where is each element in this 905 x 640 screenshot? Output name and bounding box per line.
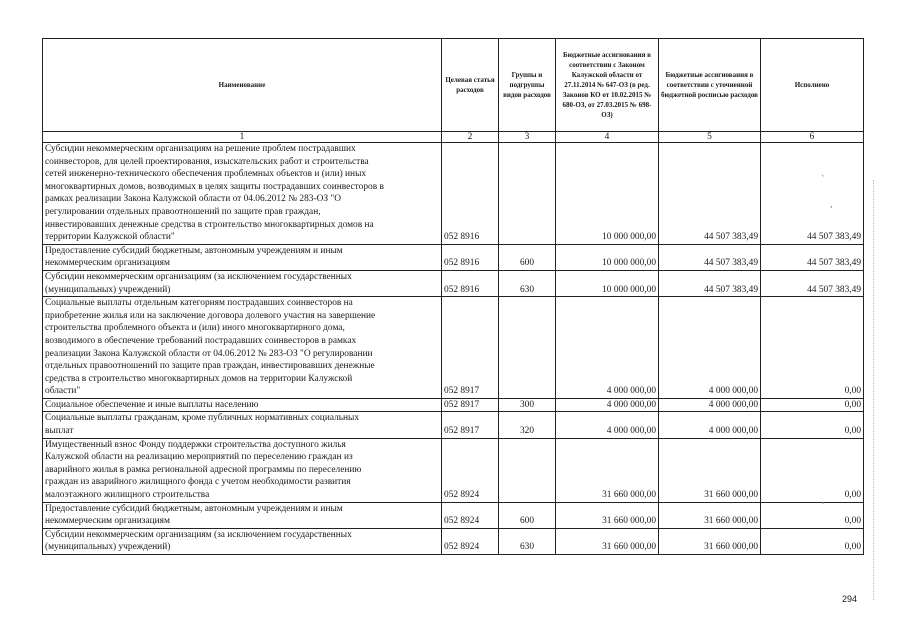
- row-name-line: некоммерческим организациям: [45, 258, 170, 269]
- row-expense-group: 600: [499, 244, 556, 270]
- row-name-line: граждан из аварийного жилищного фонда с учетом необходимости развития: [45, 477, 351, 488]
- row-expense-group: [499, 143, 556, 245]
- row-approved-amount: 31 660 000,00: [556, 502, 659, 528]
- row-approved-amount: 31 660 000,00: [556, 528, 659, 554]
- row-name-line: приобретение жилья или на заключение договора долевого участия на завершение: [45, 310, 376, 321]
- row-target-code: 052 8917: [442, 398, 499, 412]
- row-executed-amount: 0,00: [761, 528, 864, 554]
- row-name: [43, 270, 442, 296]
- column-number: 2: [442, 132, 499, 143]
- row-refined-amount: 31 660 000,00: [659, 438, 761, 502]
- row-name-line: строительства проблемного объекта и (или) иного многоквартирного дома,: [45, 323, 345, 334]
- row-name-line: Субсидии некоммерческим организациям на решение проблем пострадавших: [45, 144, 356, 154]
- row-refined-amount: 4 000 000,00: [659, 412, 761, 438]
- row-expense-group: 300: [499, 398, 556, 412]
- row-name-line: некоммерческим организациям: [45, 516, 170, 527]
- row-name: [43, 528, 442, 554]
- row-name-line: инвестировавших денежные средства в строительство многоквартирных домов на: [45, 219, 374, 230]
- table-row: [43, 528, 864, 554]
- column-number: 5: [659, 132, 761, 143]
- header-expense-groups: Группы и подгруппы видов расходов: [499, 39, 556, 132]
- header-refined-budget: Бюджетные ассигнования в соответствии с уточненной бюджетной росписью расходов: [659, 39, 761, 132]
- row-refined-amount: 4 000 000,00: [659, 398, 761, 412]
- scan-speck: ,: [822, 496, 825, 506]
- row-name-line: реализации Закона Калужской области от 04.06.2012 № 283-ОЗ "О регулировании: [45, 348, 373, 359]
- column-number-row: [43, 132, 864, 143]
- row-name-line: области": [45, 386, 81, 397]
- table-body: [43, 39, 864, 555]
- row-expense-group: 630: [499, 528, 556, 554]
- row-approved-amount: 4 000 000,00: [556, 412, 659, 438]
- row-name: [43, 244, 442, 270]
- scan-speck: ,: [830, 200, 833, 210]
- row-executed-amount: 44 507 383,49: [761, 244, 864, 270]
- row-refined-amount: 31 660 000,00: [659, 528, 761, 554]
- row-name-line: (муниципальных) учреждений): [45, 542, 171, 553]
- row-target-code: 052 8916: [442, 244, 499, 270]
- row-refined-amount: 44 507 383,49: [659, 143, 761, 245]
- row-approved-amount: 10 000 000,00: [556, 244, 659, 270]
- row-approved-amount: 31 660 000,00: [556, 438, 659, 502]
- row-expense-group: 630: [499, 270, 556, 296]
- row-name-line: Предоставление субсидий бюджетным, автономным учреждениям и иным: [45, 503, 343, 514]
- header-executed: Исполнено: [761, 39, 864, 132]
- row-name-line: соинвесторов, для целей проектирования, изыскательских работ и строительства: [45, 156, 369, 167]
- row-name-line: выплат: [45, 426, 74, 437]
- row-executed-amount: 44 507 383,49: [761, 270, 864, 296]
- row-name: [43, 502, 442, 528]
- row-target-code: 052 8917: [442, 412, 499, 438]
- scan-edge: [873, 180, 875, 600]
- table-row: [43, 398, 864, 412]
- table-row: [43, 244, 864, 270]
- row-approved-amount: 4 000 000,00: [556, 398, 659, 412]
- column-number: 1: [43, 132, 442, 143]
- row-name-line: малоэтажного жилищного строительства: [45, 490, 210, 501]
- row-expense-group: [499, 438, 556, 502]
- row-name-line: (муниципальных) учреждений): [45, 284, 171, 295]
- row-name-line: Субсидии некоммерческим организациям (за исключением государственных: [45, 529, 352, 540]
- row-target-code: 052 8924: [442, 528, 499, 554]
- row-executed-amount: 0,00: [761, 412, 864, 438]
- row-name: [43, 143, 442, 245]
- row-executed-amount: 0,00: [761, 398, 864, 412]
- row-name-line: территории Калужской области": [45, 232, 175, 243]
- row-expense-group: 320: [499, 412, 556, 438]
- row-approved-amount: 10 000 000,00: [556, 270, 659, 296]
- row-executed-amount: 0,00: [761, 297, 864, 399]
- row-name-line: возводимого в обеспечение требований пострадавших соинвесторов в рамках: [45, 335, 357, 346]
- row-refined-amount: 44 507 383,49: [659, 244, 761, 270]
- row-approved-amount: 10 000 000,00: [556, 143, 659, 245]
- row-name-line: Социальные выплаты отдельным категориям пострадавших соинвесторов на: [45, 298, 353, 309]
- scan-speck: `: [821, 175, 826, 185]
- table-row: [43, 297, 864, 399]
- row-name-line: сетей инженерно-технического обеспечения проблемных объектов и (или) иных: [45, 169, 367, 180]
- budget-table: [42, 38, 864, 555]
- row-name-line: многоквартирных домов, возводимых в целях защиты пострадавших соинвесторов в: [45, 181, 384, 192]
- row-name-line: Социальные выплаты гражданам, кроме публичных нормативных социальных: [45, 413, 360, 424]
- row-name: [43, 398, 442, 412]
- row-target-code: 052 8916: [442, 270, 499, 296]
- row-target-code: 052 8924: [442, 502, 499, 528]
- row-target-code: 052 8917: [442, 297, 499, 399]
- header-approved-law: Бюджетные ассигнования в соответствии с Законом Калужской области от 27.11.2014 № 647-ОЗ (в ред. Законов КО от 10.02.2015 № 680-ОЗ, от 27.03.2015 № 698-ОЗ): [556, 39, 659, 132]
- row-name-line: регулировании отдельных правоотношений по защите прав граждан,: [45, 206, 321, 217]
- table-row: [43, 438, 864, 502]
- row-target-code: 052 8924: [442, 438, 499, 502]
- row-name-line: Социальное обеспечение и иные выплаты населению: [45, 399, 259, 410]
- row-name-line: Субсидии некоммерческим организациям (за исключением государственных: [45, 271, 352, 282]
- table-row: [43, 502, 864, 528]
- row-name: [43, 412, 442, 438]
- column-number: 6: [761, 132, 864, 143]
- row-name: [43, 297, 442, 399]
- row-refined-amount: 31 660 000,00: [659, 502, 761, 528]
- row-refined-amount: 4 000 000,00: [659, 297, 761, 399]
- column-number: 3: [499, 132, 556, 143]
- row-name-line: Имущественный взнос Фонду поддержки строительства доступного жилья: [45, 439, 346, 450]
- row-name-line: Калужской области на реализацию мероприятий по переселению граждан из: [45, 452, 353, 463]
- row-name-line: средства в строительство многоквартирных домов на территории Калужской: [45, 373, 353, 384]
- row-approved-amount: 4 000 000,00: [556, 297, 659, 399]
- row-name-line: аварийного жилья в рамка региональной адресной программы по переселению: [45, 464, 362, 475]
- header-target-item: Целевая статья расходов: [442, 39, 499, 132]
- column-number: 4: [556, 132, 659, 143]
- table-row: [43, 412, 864, 438]
- table-row: [43, 143, 864, 245]
- page-number: 294: [842, 594, 858, 604]
- row-executed-amount: 0,00: [761, 438, 864, 502]
- row-expense-group: 600: [499, 502, 556, 528]
- row-name: [43, 438, 442, 502]
- row-expense-group: [499, 297, 556, 399]
- row-executed-amount: 0,00: [761, 502, 864, 528]
- row-name-line: Предоставление субсидий бюджетным, автономным учреждениям и иным: [45, 245, 343, 256]
- row-executed-amount: 44 507 383,49: [761, 143, 864, 245]
- row-name-line: рамках реализации Закона Калужской области от 04.06.2012 № 283-ОЗ "О: [45, 194, 342, 205]
- row-target-code: 052 8916: [442, 143, 499, 245]
- table-row: [43, 270, 864, 296]
- row-name-line: отдельных правоотношений по защите прав граждан, инвестировавших денежные: [45, 361, 375, 372]
- header-row: [43, 39, 864, 132]
- header-name: Наименование: [43, 39, 442, 132]
- row-refined-amount: 44 507 383,49: [659, 270, 761, 296]
